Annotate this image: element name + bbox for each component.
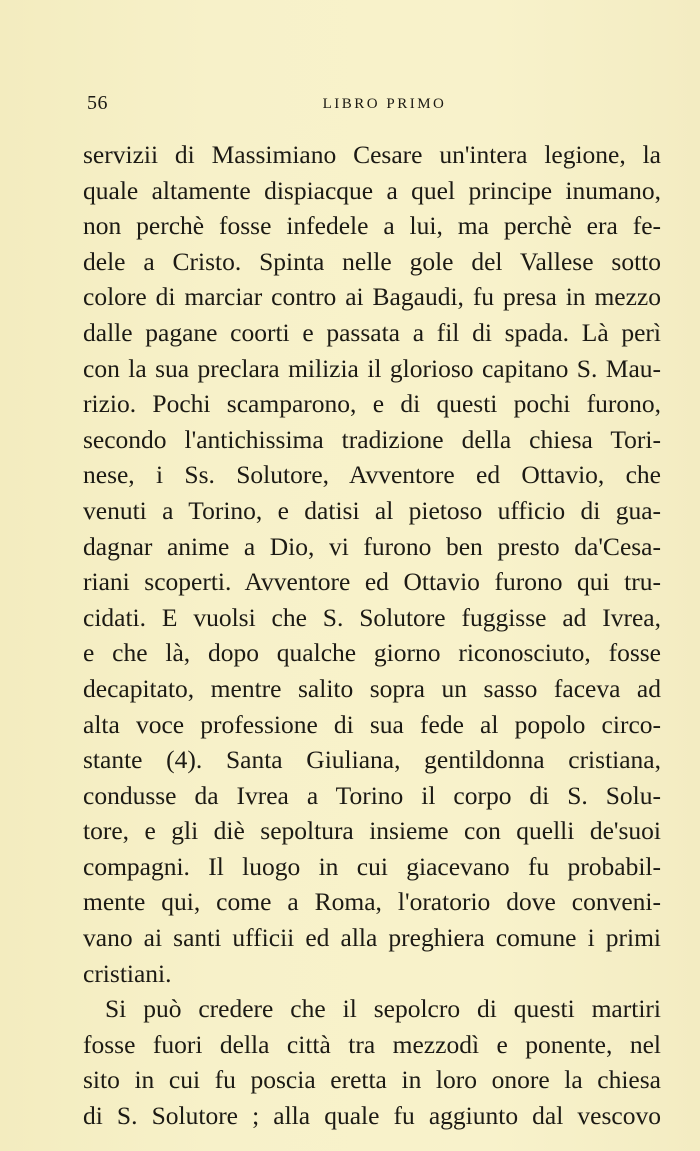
- paragraph: [83, 137, 661, 991]
- text-line: condusse da Ivrea a Torino il corpo di S. Solu-: [83, 780, 661, 810]
- text-line: dalle pagane coorti e passata a fil di spada. Là perì: [83, 317, 661, 347]
- text-line: dele a Cristo. Spinta nelle gole del Vallese sotto: [83, 246, 661, 276]
- text-line: nese, i Ss. Solutore, Avventore ed Ottavio, che: [83, 460, 661, 490]
- text-line: cristiani.: [83, 958, 172, 988]
- text-line: e che là, dopo qualche giorno riconosciuto, fosse: [83, 638, 661, 668]
- text-line: tore, e gli diè sepoltura insieme con quelli de'suoi: [83, 816, 661, 846]
- text-line: alta voce professione di sua fede al popolo circo-: [83, 709, 661, 739]
- text-line: vano ai santi ufficii ed alla preghiera comune i primi: [83, 923, 661, 953]
- text-line: colore di marciar contro ai Bagaudi, fu presa in mezzo: [83, 282, 661, 312]
- text-line: servizii di Massimiano Cesare un'intera legione, la: [83, 140, 661, 169]
- text-line: venuti a Torino, e datisi al pietoso ufficio di gua-: [83, 495, 661, 525]
- body-text: [83, 137, 661, 1134]
- text-line: non perchè fosse infedele a lui, ma perchè era fe-: [83, 211, 661, 241]
- running-head: LIBRO PRIMO: [322, 96, 447, 112]
- page-number: 56: [87, 92, 108, 114]
- text-line: stante (4). Santa Giuliana, gentildonna cristiana,: [83, 745, 661, 775]
- text-line: mente qui, come a Roma, l'oratorio dove conveni-: [83, 887, 661, 917]
- text-line: con la sua preclara milizia il glorioso capitano S. Mau-: [83, 353, 661, 383]
- text-line: quale altamente dispiacque a quel principe inumano,: [83, 175, 661, 205]
- text-line: cidati. E vuolsi che S. Solutore fuggisse ad Ivrea,: [83, 602, 661, 632]
- text-line: decapitato, mentre salito sopra un sasso faceva ad: [83, 673, 661, 703]
- text-line: sito in cui fu poscia eretta in loro onore la chiesa: [83, 1065, 661, 1095]
- paragraph: [83, 991, 661, 1133]
- text-line: di S. Solutore ; alla quale fu aggiunto dal vescovo: [83, 1101, 661, 1131]
- text-line: fosse fuori della città tra mezzodì e ponente, nel: [83, 1029, 661, 1059]
- text-line: rizio. Pochi scamparono, e di questi pochi furono,: [83, 389, 661, 419]
- text-line: riani scoperti. Avventore ed Ottavio furono qui tru-: [83, 567, 661, 597]
- text-line: Si può credere che il sepolcro di questi martiri: [105, 994, 661, 1024]
- text-line: secondo l'antichissima tradizione della chiesa Tori-: [83, 424, 661, 454]
- text-line: compagni. Il luogo in cui giacevano fu probabil-: [83, 851, 661, 881]
- page-header: [87, 92, 662, 116]
- text-line: dagnar anime a Dio, vi furono ben presto da'Cesa-: [83, 531, 661, 561]
